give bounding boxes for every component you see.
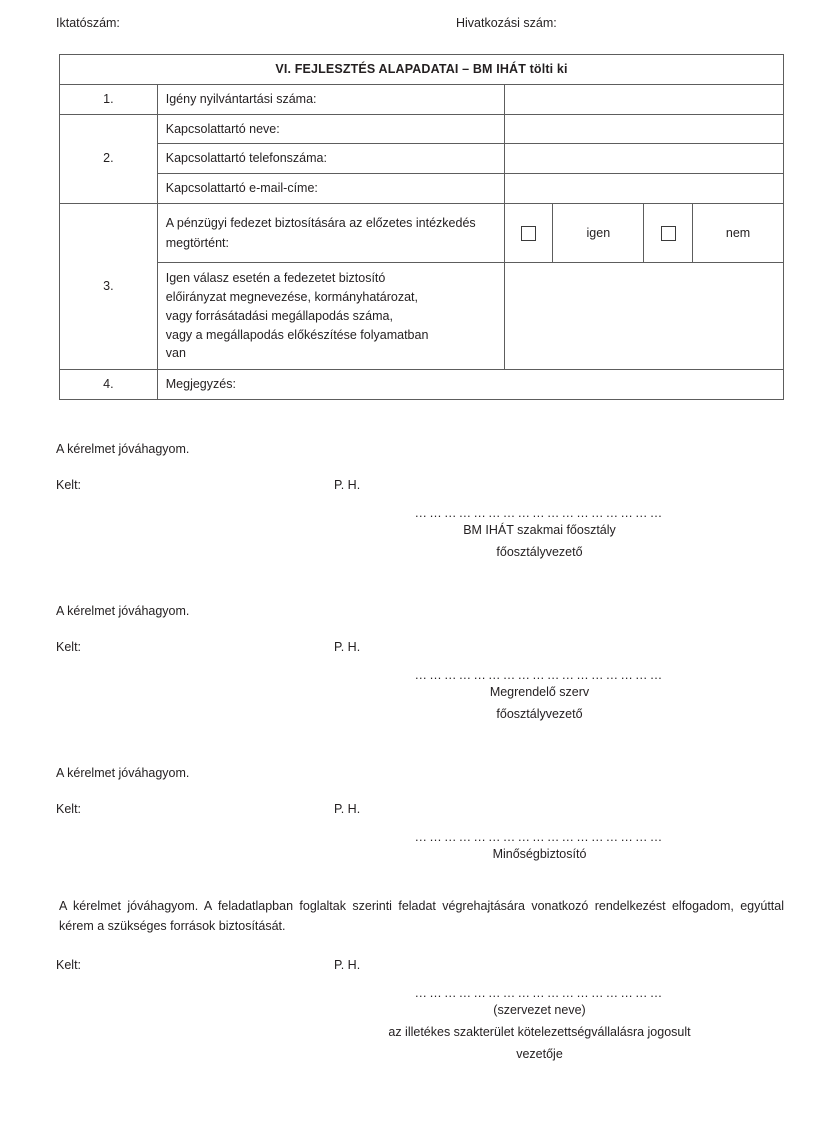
kelt-label-1[interactable]: Kelt: (56, 478, 82, 492)
checkbox-igen-label: igen (553, 203, 644, 263)
table-title-row (60, 55, 784, 85)
row-label-igeny-nyilvantartasi-szama: Igény nyilvántartási száma: (157, 84, 504, 114)
row-number-4: 4. (60, 370, 158, 400)
signature-caption-2-line-2: főosztályvezető (496, 706, 583, 721)
iktatoszam-label: Iktatószám: (56, 16, 120, 30)
signature-block-3 (56, 766, 781, 866)
checkbox-igen-cell[interactable] (504, 203, 553, 263)
kelt-row-1 (56, 478, 781, 492)
kelt-row-3 (56, 802, 781, 816)
signature-dots-1: …………………………………………… (414, 506, 665, 520)
row-label-kapcsolattarto-telefonszama: Kapcsolattartó telefonszáma: (157, 144, 504, 174)
signature-area-final (59, 986, 784, 1066)
signature-dots-3: …………………………………………… (414, 829, 665, 844)
signature-area-3 (59, 830, 784, 866)
kelt-label-2[interactable]: Kelt: (56, 639, 82, 654)
signature-dots-2: …………………………………………… (414, 667, 665, 682)
checkbox-igen[interactable] (521, 226, 536, 241)
row-label-kapcsolattarto-neve: Kapcsolattartó neve: (157, 114, 504, 144)
checkbox-nem[interactable] (661, 226, 676, 241)
table-title: VI. FEJLESZTÉS ALAPADATAI – BM IHÁT tölti ki (60, 55, 784, 85)
final-approval-block (56, 897, 784, 1065)
row-label-kapcsolattarto-email: Kapcsolattartó e-mail-címe: (157, 174, 504, 204)
sub-label-line-1: Igen válasz esetén a fedezetet biztosító (165, 271, 386, 286)
row-value-kapcsolattarto-neve[interactable] (504, 114, 783, 144)
table-row (60, 84, 784, 114)
checkbox-nem-label: nem (693, 203, 784, 263)
row-label-megjegyzes[interactable]: Megjegyzés: (157, 370, 783, 400)
signature-area-2 (59, 668, 784, 726)
table-row (60, 144, 784, 174)
table-row (60, 370, 784, 400)
table-row (60, 203, 784, 263)
kelt-row-final (56, 958, 781, 972)
row-number-2: 2. (60, 114, 158, 203)
kelt-label-final[interactable]: Kelt: (56, 958, 82, 973)
signature-block-2 (56, 604, 781, 726)
row-value-igeny-nyilvantartasi-szama[interactable] (504, 84, 783, 114)
sub-label-line-2: előirányzat megnevezése, kormányhatározat, (165, 290, 418, 305)
ph-label-1: P. H. (334, 478, 361, 492)
row-value-kapcsolattarto-email[interactable] (504, 174, 783, 204)
row-value-igen-valasz-eseten[interactable] (504, 263, 783, 370)
signature-area-1 (59, 506, 784, 564)
signature-block-1 (56, 442, 781, 564)
signature-caption-final-line-3: vezetője (516, 1046, 563, 1061)
table-row (60, 174, 784, 204)
table-row (60, 263, 784, 370)
signature-caption-3-line-1: Minőségbiztosító (492, 846, 587, 861)
checkbox-nem-cell[interactable] (644, 203, 693, 263)
sub-label-line-4: vagy a megállapodás előkészítése folyamatban (165, 327, 429, 342)
ph-label-final: P. H. (334, 958, 361, 973)
signature-caption-1-line-1: BM IHÁT szakmai főosztály (463, 523, 616, 537)
row-value-kapcsolattarto-telefonszama[interactable] (504, 144, 783, 174)
approve-text-3: A kérelmet jóváhagyom. (56, 765, 190, 780)
row-number-1: 1. (60, 84, 158, 114)
sub-label-line-5: van (165, 346, 186, 361)
signature-dots-final: …………………………………………… (414, 986, 665, 1001)
row-label-igen-valasz-eseten (157, 263, 504, 370)
ph-label-3: P. H. (334, 801, 361, 816)
row-number-3: 3. (60, 203, 158, 370)
final-paragraph: A kérelmet jóváhagyom. A feladatlapban foglaltak szerinti feladat végrehajtására vonatkozó rendelkezést elfogadom, egyúttal kérem a szükséges források biztosítását. (59, 899, 784, 933)
fejlesztes-alapadatai-table (59, 54, 784, 400)
row-label-penzugyi-fedezet: A pénzügyi fedezet biztosítására az előzetes intézkedés megtörtént: (157, 203, 504, 263)
signature-caption-final-line-2: az illetékes szakterület kötelezettségvállalásra jogosult (388, 1025, 691, 1039)
hivatkozasi-szam-label: Hivatkozási szám: (456, 16, 557, 30)
approve-text-2: A kérelmet jóváhagyom. (56, 603, 190, 618)
approve-text-1: A kérelmet jóváhagyom. (56, 442, 190, 456)
sub-label-line-3: vagy forrásátadási megállapodás száma, (165, 308, 393, 323)
table-row (60, 114, 784, 144)
kelt-row-2 (56, 640, 781, 654)
ph-label-2: P. H. (334, 639, 361, 654)
signature-caption-1-line-2: főosztályvezető (496, 544, 583, 559)
kelt-label-3[interactable]: Kelt: (56, 801, 82, 816)
signature-caption-final-line-1: (szervezet neve) (493, 1003, 586, 1018)
document-header (56, 16, 781, 30)
signature-caption-2-line-1: Megrendelő szerv (489, 684, 590, 699)
